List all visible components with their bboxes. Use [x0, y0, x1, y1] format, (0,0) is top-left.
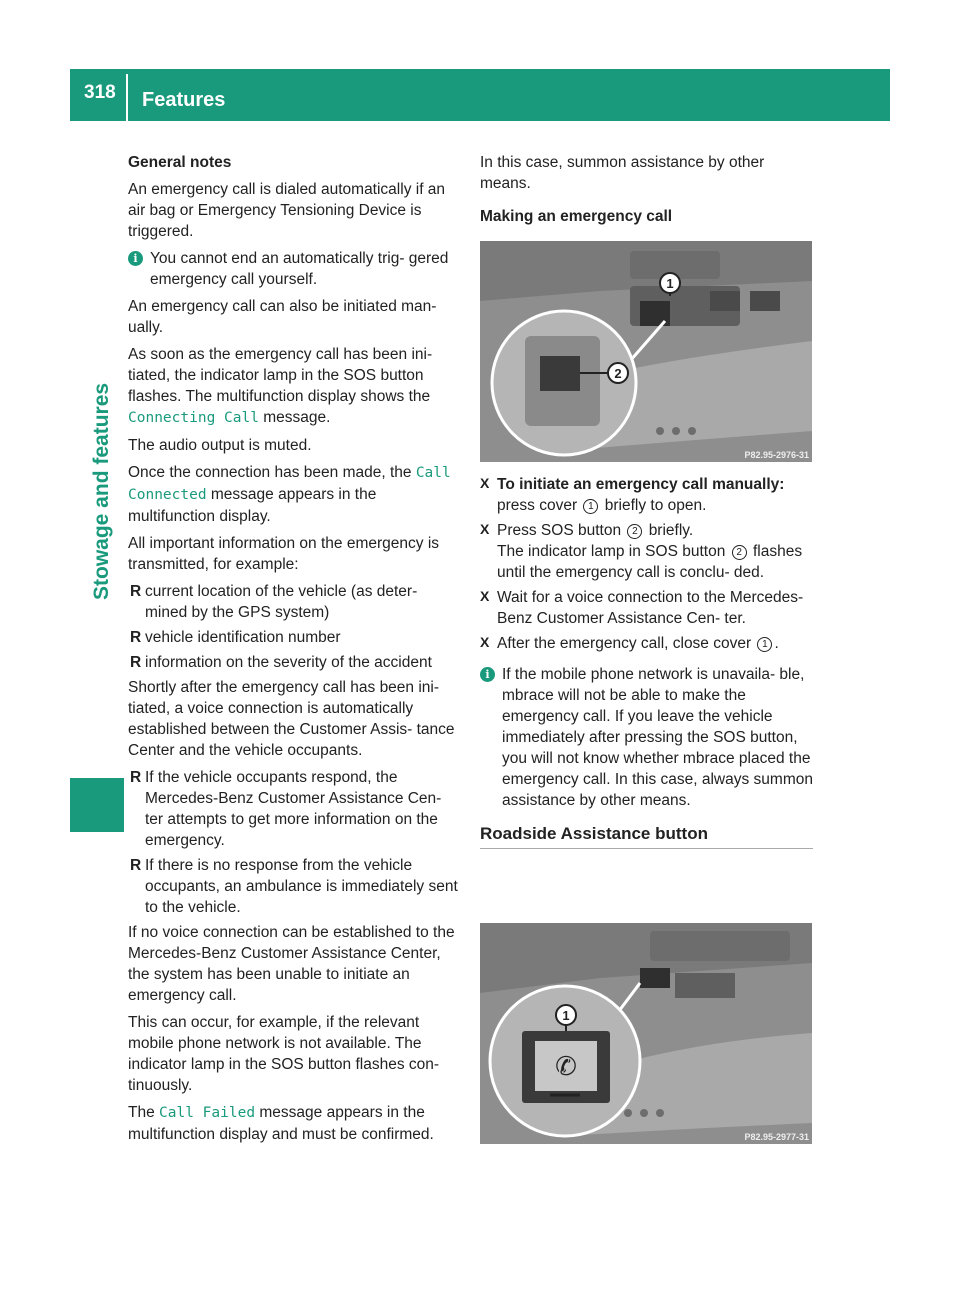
list-item — [128, 652, 461, 673]
marker-2-icon: 2 — [732, 545, 747, 560]
text: message appears in the multifunction display and must be confirmed. — [128, 1104, 434, 1143]
header-divider — [126, 74, 128, 121]
text: message appears in the multifunction display. — [128, 486, 377, 525]
text: The indicator lamp in SOS button — [497, 543, 726, 560]
roadside-button-figure — [480, 923, 812, 1144]
step-arrow-icon: X — [480, 634, 490, 650]
list-item-text: current location of the vehicle (as deter- mined by the GPS system) — [145, 583, 418, 621]
text: message. — [263, 409, 331, 426]
step-item — [480, 633, 813, 654]
list-item — [128, 627, 461, 648]
info-text: If the mobile phone network is unavaila- ble, mbrace will not be able to make the emergency call. If you leave the vehicle immediately after pressing the SOS button, you will not know whether mbrace placed the emergency call. In this case, always summon assistance by other means. — [502, 666, 813, 809]
info-text: You cannot end an automatically trig- gered emergency call yourself. — [150, 250, 449, 288]
text: As soon as the emergency call has been ini- tiated, the indicator lamp in the SOS button flashes. The multifunction display shows the — [128, 346, 433, 405]
bullet-icon: R — [130, 769, 142, 786]
step-item — [480, 587, 813, 629]
list-item — [128, 767, 461, 851]
marker-1: 1 — [666, 276, 674, 291]
svg-text:✆: ✆ — [555, 1052, 577, 1082]
display-message: Call Connected — [128, 465, 451, 503]
info-note — [480, 664, 813, 811]
list-item — [128, 581, 461, 623]
list-item-text: information on the severity of the accident — [145, 654, 432, 671]
overhead-sos-figure — [480, 241, 812, 462]
paragraph: If no voice connection can be established to the Mercedes-Benz Customer Assistance Center, the system has been unable to initiate an emergency call. — [128, 924, 455, 1004]
display-message: Call Failed — [159, 1105, 256, 1121]
text: The — [128, 1104, 155, 1121]
paragraph: An emergency call can also be initiated man- ually. — [128, 298, 437, 336]
paragraph: Shortly after the emergency call has been ini- tiated, a voice connection is automatically established between the Customer Assis- tance Center and the vehicle occupants. — [128, 679, 455, 759]
bullet-icon: R — [130, 654, 142, 671]
list-item-text: vehicle identification number — [145, 629, 341, 646]
marker-1-icon: 1 — [583, 499, 598, 514]
text: Press SOS button — [497, 522, 622, 539]
step-title: To initiate an emergency call manually: — [497, 476, 785, 493]
sos-button-illustration — [480, 241, 812, 462]
making-call-heading: Making an emergency call — [480, 208, 673, 225]
info-icon: i — [480, 667, 495, 682]
text: press cover — [497, 497, 578, 514]
page-title: Features — [142, 89, 226, 111]
step-arrow-icon: X — [480, 588, 490, 604]
step-arrow-icon: X — [480, 521, 490, 537]
step-item — [480, 520, 813, 583]
marker-1-icon: 1 — [757, 637, 772, 652]
roadside-button-illustration — [480, 923, 812, 1144]
bullet-icon: R — [130, 629, 142, 646]
roadside-assistance-heading: Roadside Assistance button — [480, 823, 813, 849]
info-note — [128, 248, 461, 290]
paragraph — [128, 1102, 461, 1145]
list-item — [128, 855, 461, 918]
display-message: Connecting Call — [128, 410, 259, 426]
paragraph — [128, 462, 461, 527]
marker-1: 1 — [562, 1008, 570, 1023]
right-column-steps — [480, 474, 813, 849]
left-column — [128, 152, 461, 1151]
paragraph: In this case, summon assistance by other means. — [480, 154, 765, 192]
step-item — [480, 474, 813, 516]
figure-code: P82.95-2977-31 — [744, 1132, 809, 1142]
step-arrow-icon: X — [480, 475, 490, 491]
text: briefly. — [648, 522, 694, 539]
side-tab-label: Stowage and features — [90, 382, 113, 600]
text: . — [774, 635, 779, 652]
paragraph: All important information on the emergency is transmitted, for example: — [128, 535, 440, 573]
marker-2: 2 — [614, 366, 622, 381]
marker-2-icon: 2 — [627, 524, 642, 539]
text: briefly to open. — [604, 497, 707, 514]
side-tab-marker — [70, 778, 124, 832]
figure-code: P82.95-2976-31 — [744, 450, 809, 460]
right-column — [480, 152, 813, 233]
bullet-icon: R — [130, 583, 142, 600]
general-notes-heading: General notes — [128, 154, 232, 171]
paragraph: An emergency call is dialed automatically if an air bag or Emergency Tensioning Device is triggered. — [128, 181, 446, 240]
info-icon: i — [128, 251, 143, 266]
text: After the emergency call, close cover — [497, 635, 752, 652]
paragraph — [128, 344, 461, 429]
text: Wait for a voice connection to the Mercedes-Benz Customer Assistance Cen- ter. — [497, 589, 804, 627]
bullet-icon: R — [130, 857, 142, 874]
text: Once the connection has been made, the — [128, 464, 412, 481]
page-number: 318 — [84, 82, 116, 103]
list-item-text: If the vehicle occupants respond, the Mercedes-Benz Customer Assistance Cen- ter attempts to get more information on the emergency. — [145, 769, 442, 849]
paragraph: The audio output is muted. — [128, 437, 312, 454]
paragraph: This can occur, for example, if the relevant mobile phone network is not available. The indicator lamp in the SOS button flashes con- tinuously. — [128, 1014, 440, 1094]
text: flashes until the emergency call is conclu- ded. — [497, 543, 803, 581]
list-item-text: If there is no response from the vehicle occupants, an ambulance is immediately sent to the vehicle. — [145, 857, 458, 916]
